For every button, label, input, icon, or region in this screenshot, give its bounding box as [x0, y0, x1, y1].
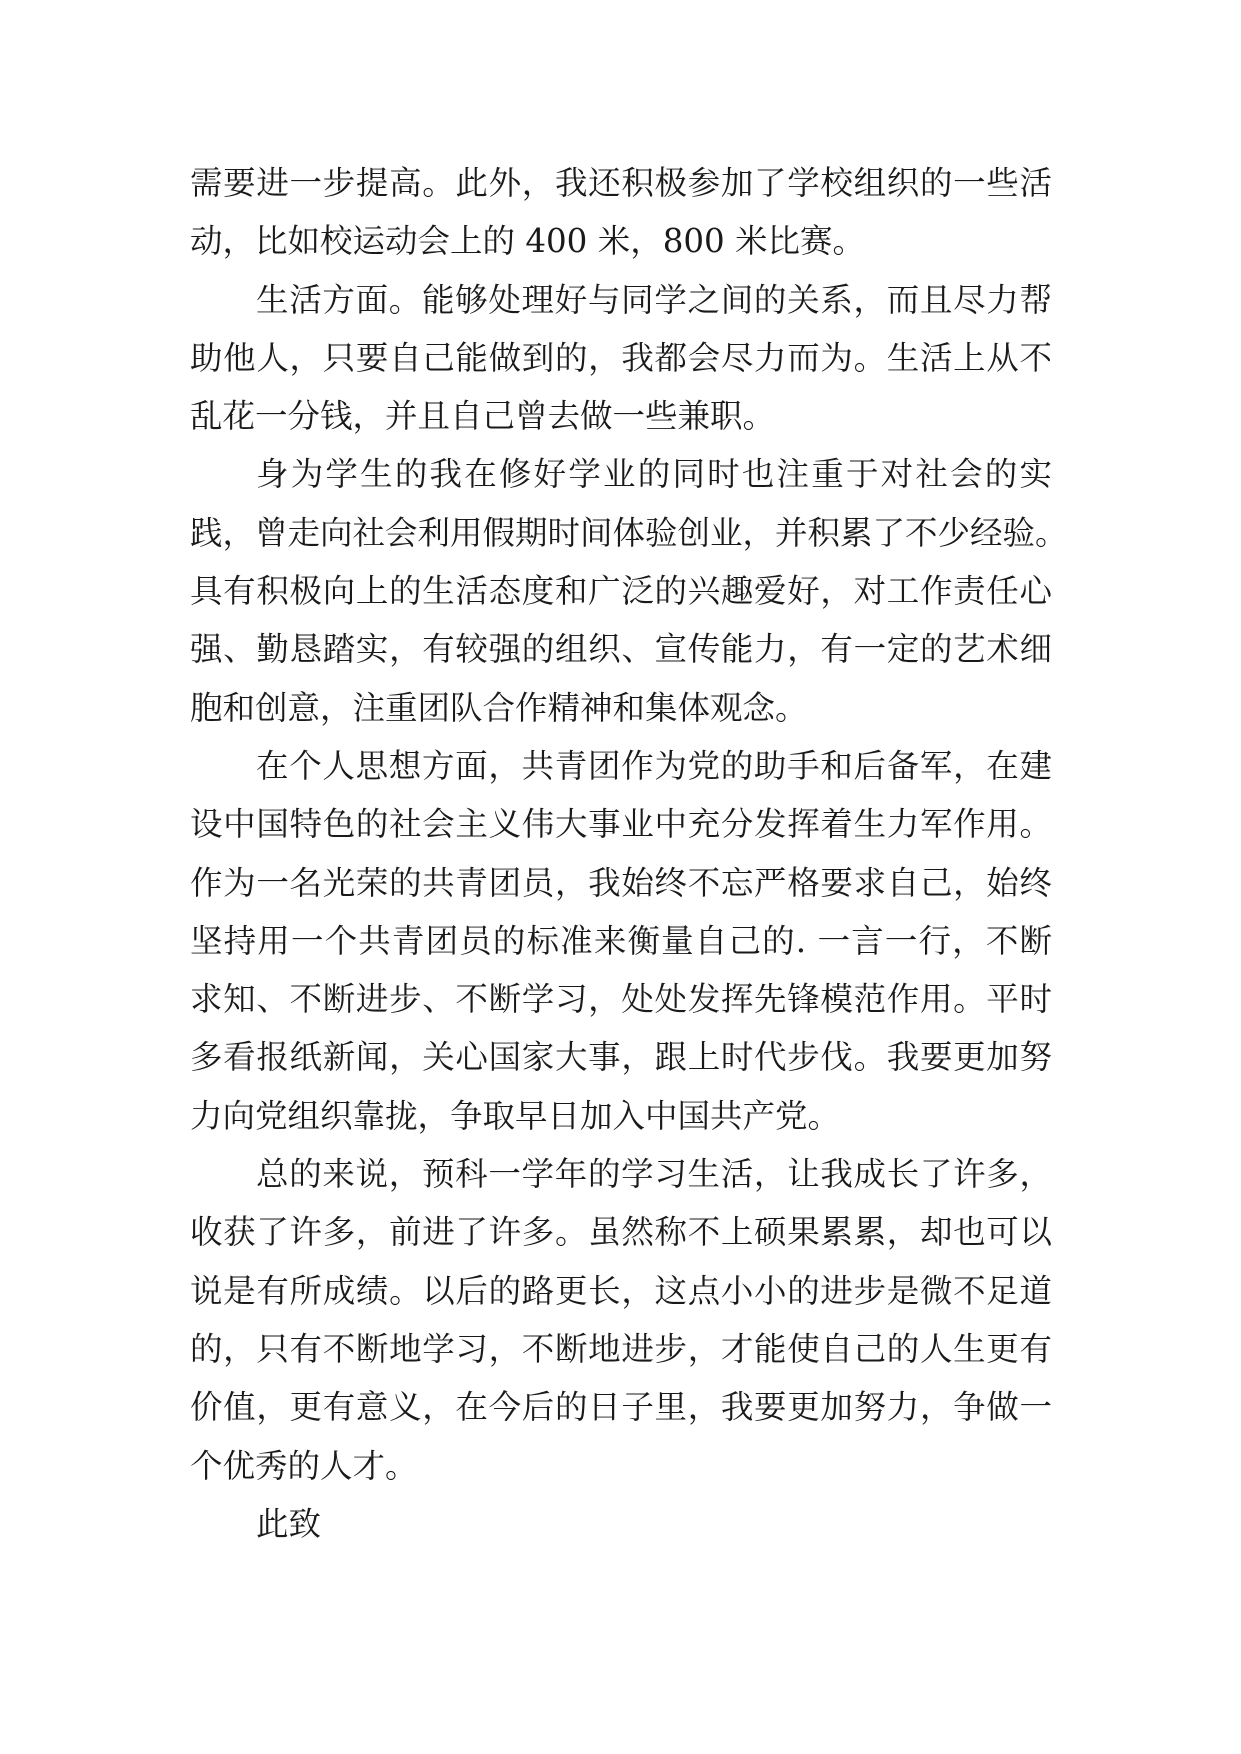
text-line: 的，只有不断地学习，不断地进步，才能使自己的人生更有: [190, 1329, 1052, 1368]
text-line: 动，比如校运动会上的 400 米，800 米比赛。: [190, 222, 866, 261]
text-line: 力向党组织靠拢，争取早日加入中国共产党。: [190, 1096, 841, 1135]
text-line: 身为学生的我在修好学业的同时也注重于对社会的实: [256, 455, 1052, 494]
text-line: 强、勤恳踏实，有较强的组织、宣传能力，有一定的艺术细: [190, 630, 1052, 669]
text-line: 总的来说，预科一学年的学习生活，让我成长了许多，: [256, 1155, 1052, 1194]
text-line: 价值，更有意义，在今后的日子里，我要更加努力，争做一: [190, 1388, 1052, 1427]
text-line: 收获了许多，前进了许多。虽然称不上硕果累累，却也可以: [190, 1213, 1052, 1252]
text-line: 胞和创意，注重团队合作精神和集体观念。: [190, 688, 808, 727]
text-line: 说是有所成绩。以后的路更长，这点小小的进步是微不足道: [190, 1271, 1052, 1310]
text-line: 求知、不断进步、不断学习，处处发挥先锋模范作用。平时: [190, 980, 1052, 1019]
text-line: 践，曾走向社会利用假期时间体验创业，并积累了不少经验。: [190, 513, 1068, 552]
text-line: 坚持用一个共青团员的标准来衡量自己的. 一言一行，不断: [190, 921, 1052, 960]
text-line: 助他人，只要自己能做到的，我都会尽力而为。生活上从不: [190, 338, 1052, 377]
text-line: 在个人思想方面，共青团作为党的助手和后备军，在建: [256, 746, 1052, 785]
text-line: 多看报纸新闻，关心国家大事，跟上时代步伐。我要更加努: [190, 1038, 1052, 1077]
text-line: 个优秀的人才。: [190, 1446, 418, 1485]
text-line: 具有积极向上的生活态度和广泛的兴趣爱好，对工作责任心: [190, 572, 1052, 611]
text-line: 生活方面。能够处理好与同学之间的关系，而且尽力帮: [256, 280, 1052, 319]
text-line: 需要进一步提高。此外，我还积极参加了学校组织的一些活: [190, 164, 1052, 202]
text-line: 作为一名光荣的共青团员，我始终不忘严格要求自己，始终: [190, 863, 1052, 902]
text-line: 设中国特色的社会主义伟大事业中充分发挥着生力军作用。: [190, 805, 1052, 844]
text-line: 乱花一分钱，并且自己曾去做一些兼职。: [190, 397, 776, 436]
document-body: [190, 154, 1068, 1553]
text-line: 此致: [256, 1504, 322, 1543]
